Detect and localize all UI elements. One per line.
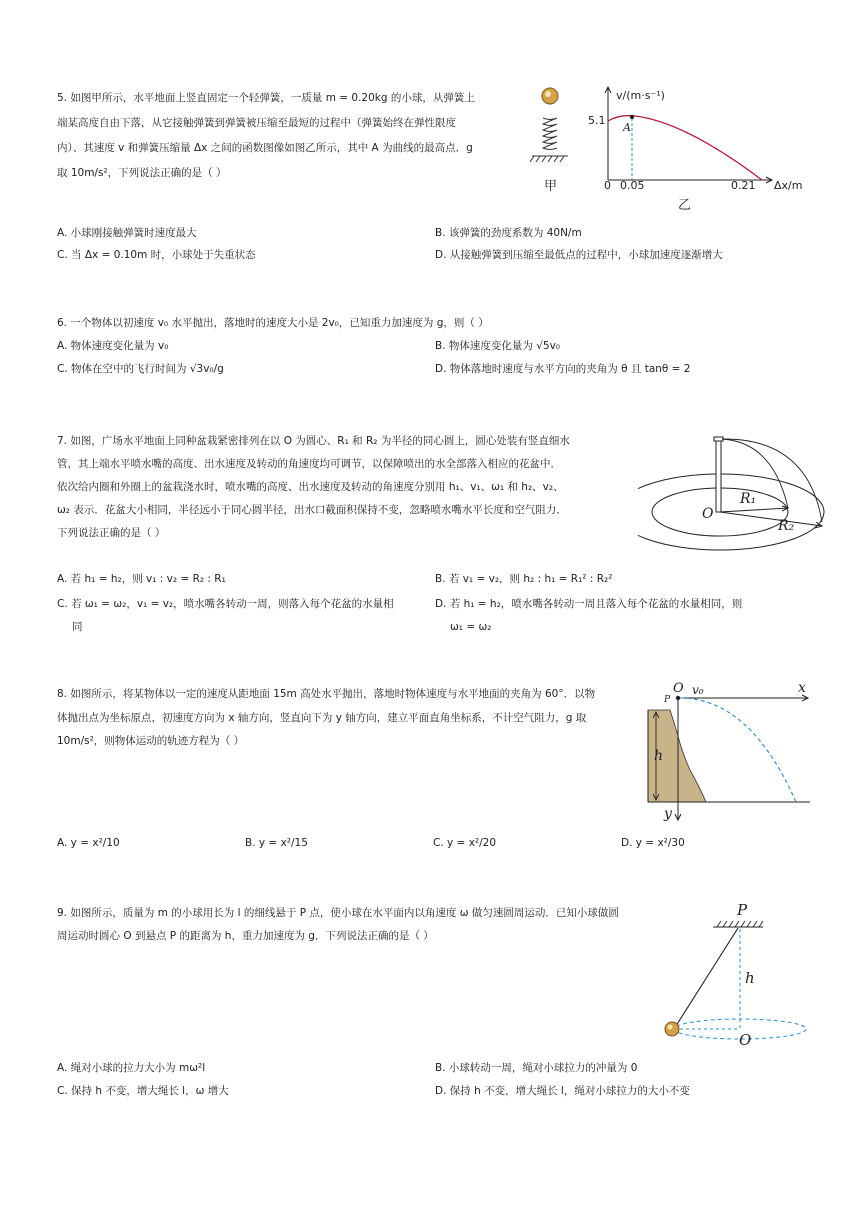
o-label: O [673,681,684,696]
r1-label: R₁ [740,491,757,507]
q7-option-d-cont: ω₁ = ω₂ [450,621,492,633]
water-arc-2 [722,439,822,522]
launch-point [676,696,680,700]
q7-line: 7. 如图，广场水平地面上同种盆栽紧密排列在以 O 为圆心、R₁ 和 R₂ 为半径的同心圆上，圆心处装有竖直细水 [57,435,570,447]
center-o-label: O [702,506,714,522]
q8-figure [640,680,820,826]
spring-icon [530,118,568,162]
q7-line: 管，其上端水平喷水嘴的高度、出水速度及转动的角速度均可调节，以保障喷出的水全部落入相应的花盆中． [57,458,561,470]
origin-label: 0 [604,179,611,192]
q5-line: 端某高度自由下落，从它接触弹簧到弹簧被压缩至最短的过程中（弹簧始终在弹性限度 [57,117,456,129]
label-jia: 甲 [544,179,558,194]
p-label: P [664,695,671,705]
q5-option-a: A. 小球刚接触弹簧时速度最大 [57,227,197,239]
h-label: h [654,748,664,764]
q6-option-a: A. 物体速度变化量为 v₀ [57,340,169,352]
q7-option-b: B. 若 v₁ = v₂，则 h₂ : h₁ = R₁² : R₂² [435,573,613,585]
q7-line: ω₂ 表示．花盆大小相同，半径远小于同心圆半径，出水口截面积保持不变，忽略喷水嘴水平长度和空气阻力． [57,504,567,516]
q6-option-d: D. 物体落地时速度与水平方向的夹角为 θ 且 tanθ = 2 [435,363,691,375]
x-axis-label: Δx/m [774,179,803,192]
radius-r1 [720,508,788,512]
q7-figure [638,430,838,555]
q9-option-a: A. 绳对小球的拉力大小为 mω²l [57,1062,206,1074]
q8-line: 10m/s²，则物体运动的轨迹方程为（ ） [57,735,245,747]
q8-option-c: C. y = x²/20 [433,837,497,849]
q6-stem: 6. 一个物体以初速度 v₀ 水平抛出，落地时的速度大小是 2v₀，已知重力加速度为 g，则（ ） [57,317,489,329]
q5-line: 内）、其速度 v 和弹簧压缩量 Δx 之间的函数图像如图乙所示，其中 A 为曲线的最高点．g [57,142,473,154]
r2-label: R₂ [778,518,795,534]
point-a-label: A [623,121,631,134]
q7-option-a: A. 若 h₁ = h₂，则 v₁ : v₂ = R₂ : R₁ [57,573,226,585]
label-yi: 乙 [678,198,692,213]
ball-icon [665,1022,679,1036]
q7-line: 下列说法正确的是（ ） [57,527,166,539]
q9-option-d: D. 保持 h 不变，增大绳长 l，绳对小球拉力的大小不变 [435,1085,690,1097]
v0-label: v₀ [692,683,704,697]
q5-option-b: B. 该弹簧的劲度系数为 40N/m [435,227,582,239]
p-label: P [737,901,748,919]
y-tick: 5.1 [588,114,606,127]
q7-option-c: C. 若 ω₁ = ω₂，v₁ = v₂，喷水嘴各转动一周，则落入每个花盆的水量相 [57,598,394,610]
x-tick-1: 0.05 [620,179,645,192]
h-label: h [745,969,755,987]
y-label: y [664,806,672,822]
x-tick-2: 0.21 [731,179,756,192]
q9-option-b: B. 小球转动一周，绳对小球拉力的冲量为 0 [435,1062,638,1074]
q5-line: 取 10m/s²，下列说法正确的是（ ） [57,167,227,179]
v-dx-curve [608,116,762,180]
q8-option-a: A. y = x²/10 [57,837,120,849]
q8-line: 体抛出点为坐标原点，初速度方向为 x 轴方向，竖直向下为 y 轴方向，建立平面直角坐标系，不计空气阻力，g 取 [57,712,587,724]
water-pipe [716,440,721,512]
q9-line: 9. 如图所示，质量为 m 的小球用长为 l 的细线悬于 P 点，使小球在水平面内以角速度 ω 做匀速圆周运动．已知小球做圆 [57,907,619,919]
q9-option-c: C. 保持 h 不变，增大绳长 l，ω 增大 [57,1085,229,1097]
q8-line: 8. 如图所示，将某物体以一定的速度从距地面 15m 高处水平抛出，落地时物体速度与水平地面的夹角为 60°．以物 [57,688,596,700]
q9-figure [655,895,815,1055]
q5-line: 5. 如图甲所示，水平地面上竖直固定一个轻弹簧，一质量 m = 0.20kg 的小球，从弹簧上 [57,92,475,104]
q6-option-b: B. 物体速度变化量为 √5v₀ [435,340,561,352]
string [674,928,738,1029]
q5-figure [510,80,840,220]
outer-circle [638,474,824,550]
q8-option-b: B. y = x²/15 [245,837,308,849]
q5-option-c: C. 当 Δx = 0.10m 时，小球处于失重状态 [57,249,256,261]
x-label: x [798,680,806,696]
q8-option-d: D. y = x²/30 [621,837,685,849]
q6-option-c: C. 物体在空中的飞行时间为 √3v₀/g [57,363,224,375]
q7-line: 依次给内圈和外圈上的盆栽浇水时，喷水嘴的高度、出水速度及转动的角速度分别用 h₁、v₁、ω₁ 和 h₂、v₂、 [57,481,564,493]
q7-option-c-cont: 同 [72,621,83,633]
radius-r2 [720,512,822,526]
q5-option-d: D. 从接触弹簧到压缩至最低点的过程中，小球加速度逐渐增大 [435,249,723,261]
o-label: O [739,1031,752,1049]
q5-stem [57,86,507,186]
q9-line: 周运动时圆心 O 到悬点 P 的距离为 h，重力加速度为 g．下列说法正确的是（ ） [57,930,434,942]
y-axis-label: v/(m·s⁻¹) [616,89,665,102]
point-a [630,115,634,119]
q7-option-d: D. 若 h₁ = h₂，喷水嘴各转动一周且落入每个花盆的水量相同，则 [435,598,743,610]
